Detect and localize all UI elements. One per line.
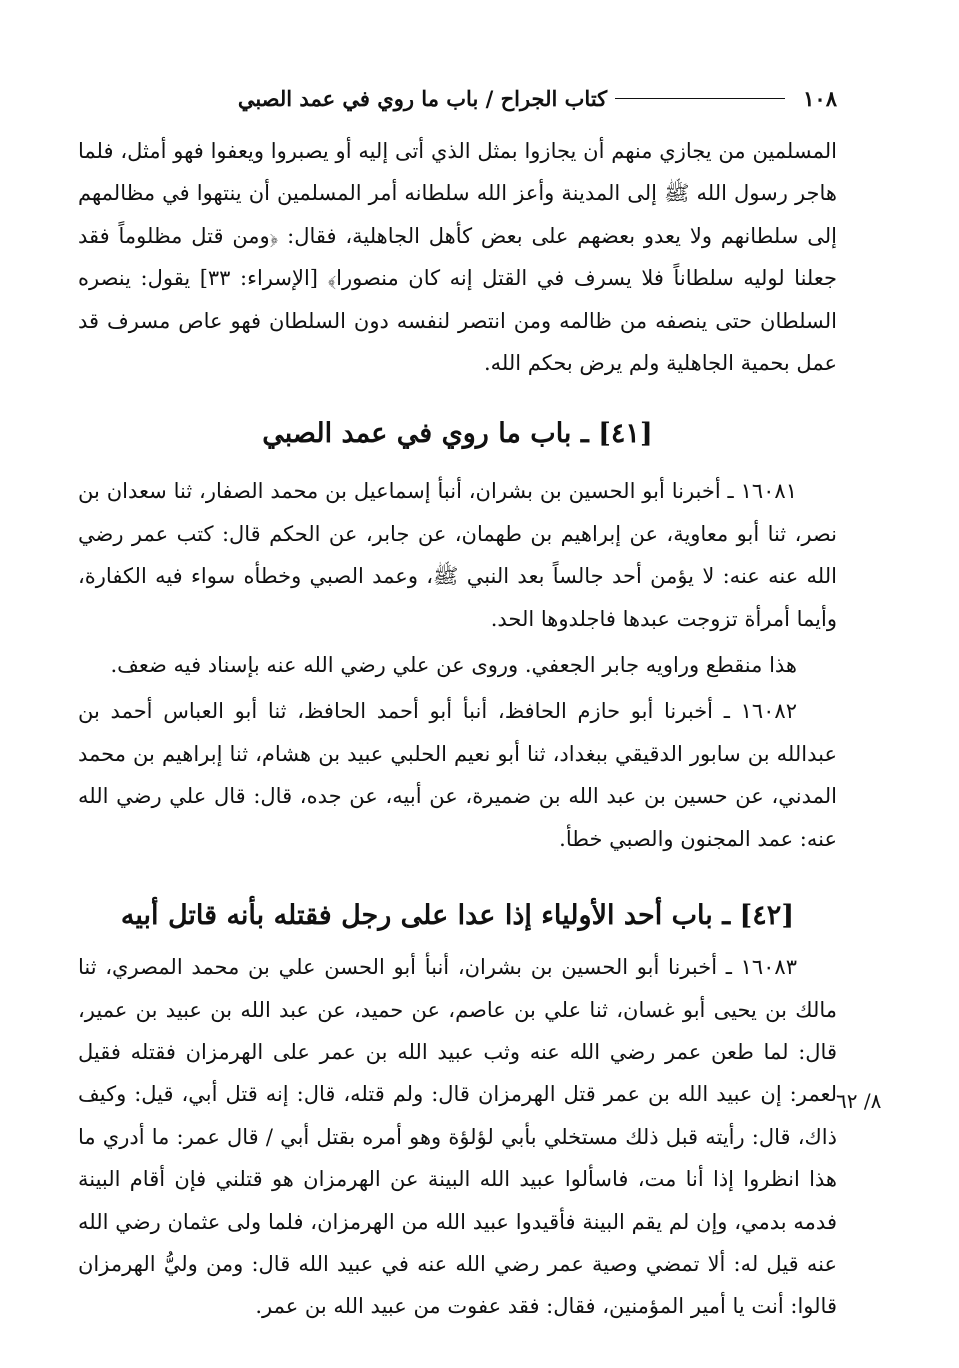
commentary-paragraph: هذا منقطع وراويه جابر الجعفي. وروى عن علي رضي الله عنه بإسناد فيه ضعف. xyxy=(110,653,797,678)
hadith-16082: ١٦٠٨٢ ـ أخبرنا أبو حازم الحافظ، أنبأ أبو أحمد الحافظ، ثنا أبو العباس أحمد بن عبدالله بن سابور الدقيقي ببغداد، ثنا أبو نعيم الحلبي عبيد بن هشام، ثنا إبراهيم بن محمد المدني، عن حسين بن عبد الله بن ضميرة، عن أبيه، عن جده، قال: قال علي رضي الله عنه: عمد المجنون والصبي خطأ. xyxy=(78,699,837,851)
running-header xyxy=(84,78,837,118)
header-rule xyxy=(615,98,785,99)
hadith-16081: ١٦٠٨١ ـ أخبرنا أبو الحسين بن بشران، أنبأ إسماعيل بن محمد الصفار، ثنا سعدان بن نصر، ثنا أبو معاوية، عن إبراهيم بن طهمان، عن جابر، عن الحكم قال: كتب عمر رضي الله عنه عنه: لا يؤمن أحد جالساً بعد النبي ﷺ، وعمد الصبي وخطأه سواء فيه الكفارة، وأيما أمرأة تزوجت عبدها فاجلدوها الحد. xyxy=(78,479,837,631)
header-title: كتاب الجراح / باب ما روي في عمد الصبي xyxy=(237,85,608,111)
section-heading-41: [٤١] ـ باب ما روي في عمد الصبي xyxy=(262,418,653,450)
hadith-16083: ١٦٠٨٣ ـ أخبرنا أبو الحسين بن بشران، أنبأ أبو الحسن علي بن محمد المصري، ثنا مالك بن يحيى أبو غسان، ثنا علي بن عاصم، عن حميد، عن عبد الله بن عبيد بن عمير، قال: لما طعن عمر رضي الله عنه وثب عبيد الله بن عمر على الهرمزان فقتله فقيل لعمر: إن عبيد الله بن عمر قتل الهرمزان قال: ولم قتله، قال: إنه قتل أبي، قيل: وكيف ذاك، قال: رأيته قبل ذلك مستخلي بأبي لؤلؤة وهو أمره بقتل أبي / قال عمر: ما أدري ما هذا انظروا إذا أنا مت، فاسألوا عبيد الله البينة عن الهرمزان هو قتلني فإن أقام البينة فدمه بدمي، وإن لم يقم البينة فأقيدوا عبيد الله من الهرمزان، فلما ولى عثمان رضي الله عنه قيل له: ألا تمضي وصية عمر رضي الله عنه في عبيد الله قال: ومن وليُّ الهرمزان قالوا: أنت يا أمير المؤمنين، فقال: فقد عفوت من عبيد الله بن عمر. xyxy=(78,955,837,1319)
section-heading-42: [٤٢] ـ باب أحد الأولياء إذا عدا على رجل فقتله بأنه قاتل أبيه xyxy=(120,900,795,932)
margin-reference: ٨/ ٦٢ xyxy=(836,1089,882,1113)
page-number: ١٠٨ xyxy=(803,85,837,111)
paragraph-continuation: المسلمين من يجازي منهم أن يجازوا بمثل الذي أتى إليه أو يصبروا ويعفوا فهو أمثل، فلما هاجر رسول الله ﷺ إلى المدينة وأعز الله سلطانه أمر المسلمين أن ينتهوا في مظالمهم إلى سلطانهم ولا يعدو بعضهم على بعض كأهل الجاهلية، فقال: ﴿ومن قتل مظلوماً فقد جعلنا لوليه سلطاناً فلا يسرف في القتل إنه كان منصورا﴾ [الإسراء: ٣٣] يقول: ينصره السلطان حتى ينصفه من ظالمه ومن انتصر لنفسه دون السلطان فهو عاص مسرف قد عمل بحمية الجاهلية ولم يرض بحكم الله. xyxy=(78,139,837,376)
page-body xyxy=(78,122,837,1328)
